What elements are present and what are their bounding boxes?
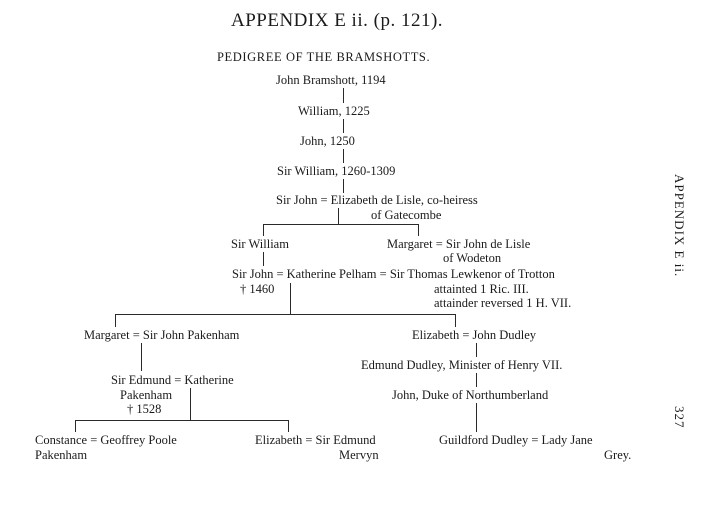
descent-line <box>343 179 344 193</box>
marriage-margaret-pakenham: Margaret = Sir John Pakenham <box>84 328 240 342</box>
descent-line <box>190 388 191 420</box>
person-john-1250: John, 1250 <box>300 134 355 148</box>
marriage-sir-edmund-katherine: Sir Edmund = Katherine <box>111 373 234 387</box>
descent-line <box>290 283 291 314</box>
sibling-bar <box>263 224 418 225</box>
descent-line <box>476 373 477 387</box>
marriage-elizabeth-mervyn: Elizabeth = Sir Edmund <box>255 433 376 447</box>
marriage-elizabeth-dudley: Elizabeth = John Dudley <box>412 328 537 342</box>
marriage-margaret-de-lisle: Margaret = Sir John de Lisle <box>387 237 531 251</box>
descent-line <box>115 314 116 327</box>
person-william-1225: William, 1225 <box>298 104 370 118</box>
surname-pakenham-constance: Pakenham <box>35 448 88 462</box>
descent-line <box>476 343 477 357</box>
descent-line <box>263 252 264 266</box>
surname-pakenham: Pakenham <box>120 388 173 402</box>
person-sir-william: Sir William <box>231 237 289 251</box>
descent-line <box>476 403 477 432</box>
person-sir-william-1260: Sir William, 1260-1309 <box>277 164 396 178</box>
person-edmund-dudley: Edmund Dudley, Minister of Henry VII. <box>361 358 563 372</box>
marriage-guildford-dudley: Guildford Dudley = Lady Jane <box>439 433 593 447</box>
note-attainder-reversed: attainder reversed 1 H. VII. <box>434 296 572 310</box>
descent-line <box>75 420 76 432</box>
descent-line <box>343 119 344 133</box>
sibling-bar <box>75 420 288 421</box>
marriage-note-gatecombe: of Gatecombe <box>371 208 442 222</box>
descent-line <box>343 149 344 163</box>
descent-line <box>338 208 339 224</box>
death-date-1528: † 1528 <box>127 402 162 416</box>
descent-line <box>141 343 142 371</box>
running-head: APPENDIX E ii. <box>672 174 687 278</box>
marriage-sir-john-katherine: Sir John = Katherine Pelham = Sir Thomas Lewkenor of Trotton <box>232 267 555 281</box>
descent-line <box>418 224 419 236</box>
descent-line <box>263 224 264 236</box>
surname-mervyn: Mervyn <box>339 448 379 462</box>
descent-line <box>343 88 344 103</box>
marriage-constance-poole: Constance = Geoffrey Poole <box>35 433 177 447</box>
person-john-bramshott: John Bramshott, 1194 <box>276 73 386 87</box>
page-number: 327 <box>672 406 687 429</box>
note-attainted: attainted 1 Ric. III. <box>434 282 529 296</box>
surname-grey: Grey. <box>604 448 632 462</box>
person-john-duke-northumberland: John, Duke of Northumberland <box>392 388 549 402</box>
pedigree-subtitle: PEDIGREE OF THE BRAMSHOTTS. <box>217 50 431 64</box>
marriage-note-wodeton: of Wodeton <box>443 251 502 265</box>
descent-line <box>288 420 289 432</box>
marriage-sir-john-elizabeth: Sir John = Elizabeth de Lisle, co-heiress <box>276 193 478 207</box>
sibling-bar <box>115 314 455 315</box>
death-date-1460: † 1460 <box>240 282 275 296</box>
descent-line <box>455 314 456 327</box>
page-title: APPENDIX E ii. (p. 121). <box>231 10 444 31</box>
